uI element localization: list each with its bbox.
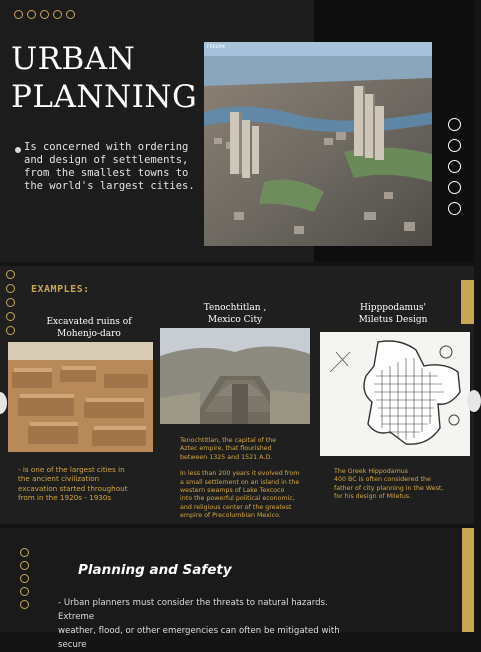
text-line: and religious center of the greatest [180, 503, 292, 511]
circle-icon [448, 160, 461, 173]
text-line: between 1325 and 1521 A.D. [180, 453, 273, 461]
text-line: into the powerful political economic, [180, 495, 295, 503]
decorative-dots-row [14, 10, 75, 19]
text-gap [180, 462, 320, 470]
nav-dots-column [448, 118, 461, 215]
gold-accent-bar [462, 528, 474, 632]
circle-icon [20, 548, 29, 557]
text-line: for his design of Miletus. [334, 493, 412, 501]
circle-icon [6, 298, 15, 307]
slide-examples [0, 266, 474, 524]
section-heading: Planning and Safety [78, 562, 232, 578]
miletus-plan-map [320, 332, 470, 456]
city-plan-illustration [320, 332, 470, 456]
caption-line: Mexico City [207, 315, 263, 325]
tenochtitlan-photo [160, 328, 310, 424]
text-line: empire of Precolumbian Mexico. [180, 512, 281, 520]
circle-icon [6, 270, 15, 279]
text-line: from in the 1920s - 1930s [18, 492, 112, 502]
slide-description: Is concerned with ordering and design of settlements, from the smallest towns to the world's largest cities. [24, 141, 195, 192]
mohenjo-daro-photo [8, 342, 153, 452]
circle-icon [448, 118, 461, 131]
circle-icon [20, 587, 29, 596]
bullet-icon [15, 147, 21, 153]
circle-icon [448, 202, 461, 215]
text-line: a small settlement on an island in the [180, 478, 300, 486]
example-caption-mohenjo-daro [14, 316, 164, 340]
next-slide-button[interactable] [467, 390, 481, 412]
text-line: the ancient civilization [18, 474, 100, 484]
text-line: father of city planning in the West, [334, 484, 444, 492]
text-line: excavation started throughout [18, 483, 128, 493]
text-line: western swamps of Lake Texcoco [180, 487, 285, 495]
caption-line: Tenochtitlan , [203, 303, 267, 313]
previous-slide-button[interactable] [0, 392, 7, 414]
text-line: Aztec empire, that flourished [180, 445, 272, 453]
pyramid-illustration [160, 328, 310, 424]
circle-icon [14, 10, 23, 19]
circle-icon [448, 139, 461, 152]
body-line: - Urban planners must consider the threats to natural hazards. Extreme [58, 598, 328, 622]
circle-icon [20, 561, 29, 570]
decorative-dots-column [20, 548, 29, 609]
text-line: 400 BC is often considered the [334, 476, 431, 484]
circle-icon [53, 10, 62, 19]
city-aerial-photo [204, 42, 432, 246]
circle-icon [40, 10, 49, 19]
example-text-tenochtitlan [180, 437, 320, 521]
text-line: - is one of the largest cities in [18, 465, 125, 474]
caption-line: Hipppodamus' [360, 303, 426, 313]
ruins-illustration [8, 342, 153, 452]
caption-line: Mohenjo-daro [57, 329, 121, 339]
examples-heading: EXAMPLES: [31, 284, 90, 295]
circle-icon [6, 284, 15, 293]
example-text-miletus [334, 468, 469, 502]
caption-line: Excavated ruins of [46, 317, 132, 327]
circle-icon [20, 574, 29, 583]
slide-title [11, 40, 197, 116]
section-body [58, 596, 358, 652]
text-line: The Greek Hippodamus [334, 468, 409, 475]
slide-planning-safety [0, 528, 474, 650]
title-line-2: PLANNING [11, 79, 198, 115]
body-line: weather, flood, or other emergencies can often be mitigated with secure [58, 626, 340, 650]
city-aerial-illustration [204, 42, 432, 246]
caption-line: Miletus Design [358, 315, 428, 325]
example-caption-tenochtitlan [160, 302, 310, 326]
circle-icon [20, 600, 29, 609]
circle-icon [448, 181, 461, 194]
slide-urban-planning [0, 0, 474, 262]
photo-stamp: FREEPIK [207, 44, 226, 49]
text-line: Tenochtitlan, the capital of the [180, 437, 277, 444]
example-text-mohenjo-daro [18, 465, 158, 502]
example-caption-miletus [318, 302, 468, 326]
circle-icon [27, 10, 36, 19]
text-line: In less than 200 years it evolved from [180, 470, 300, 478]
circle-icon [66, 10, 75, 19]
title-line-1: URBAN [11, 41, 136, 77]
